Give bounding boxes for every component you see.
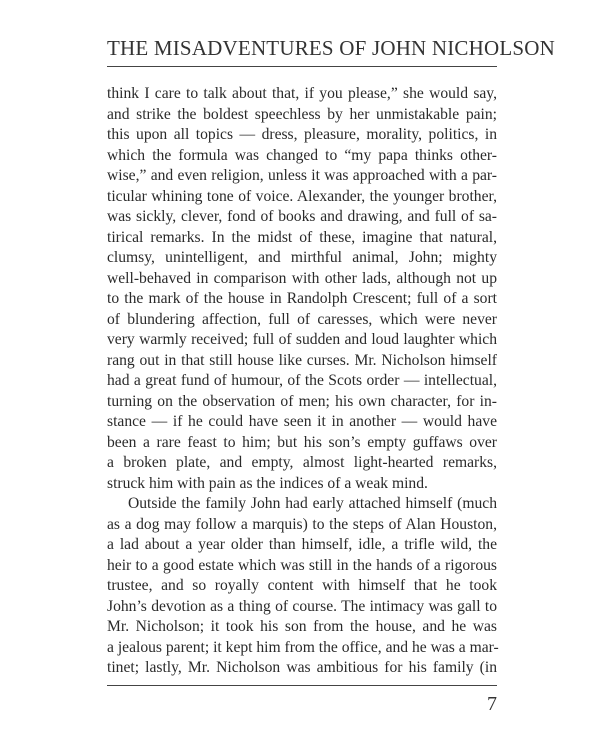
text-line: a lad about a year older than himself, idle, a trifle wild, the	[107, 536, 497, 553]
text-line: a jealous parent; it kept him from the office, and he was a mar-	[107, 638, 499, 656]
text-line: a broken plate, and empty, almost light-hearted remarks,	[107, 454, 497, 471]
text-line: stance — if he could have seen it in another — would have	[107, 413, 497, 430]
text-line: Outside the family John had early attached himself (much	[128, 495, 497, 512]
text-line: as a dog may follow a marquis) to the steps of Alan Houston,	[107, 515, 497, 533]
text-line: which the formula was changed to “my papa thinks other-	[107, 146, 497, 164]
text-line: and strike the boldest speechless by her unmistakable pain;	[107, 105, 497, 123]
text-line: very warmly received; full of sudden and loud laughter which	[107, 331, 497, 348]
text-line: clumsy, unintelligent, and mirthful animal, John; mighty	[107, 249, 497, 266]
footer-rule	[107, 685, 497, 686]
text-line: tinet; lastly, Mr. Nicholson was ambitious for his family (in	[107, 659, 497, 676]
text-line: turning on the observation of men; his own character, for in-	[107, 392, 497, 410]
text-line: trustee, and so royally content with himself that he took	[107, 577, 497, 594]
text-line: been a rare feast to him; but his son’s empty guffaws over	[107, 433, 497, 451]
body-text	[107, 84, 497, 679]
text-line: wise,” and even religion, unless it was approached with a par-	[107, 167, 497, 184]
text-line: of blundering affection, full of caresses, which were never	[107, 310, 497, 328]
text-line: think I care to talk about that, if you please,” she would say,	[107, 85, 497, 102]
text-line: struck him with pain as the indices of a weak mind.	[107, 474, 428, 492]
text-line: this upon all topics — dress, pleasure, morality, politics, in	[107, 126, 497, 143]
text-line: John’s devotion as a thing of course. The intimacy was gall to	[107, 597, 497, 615]
text-line: ticular whining tone of voice. Alexander, the younger brother,	[107, 187, 497, 205]
page-number: 7	[487, 693, 497, 715]
header-rule	[107, 66, 497, 67]
text-line: heir to a good estate which was still in the hands of a rigorous	[107, 556, 497, 574]
text-line: to the mark of the house in Randolph Crescent; full of a sort	[107, 290, 497, 307]
text-line: well-behaved in comparison with other lads, although not up	[107, 269, 497, 287]
text-line: rang out in that still house like curses. Mr. Nicholson himself	[107, 351, 497, 369]
text-line: Mr. Nicholson; it took his son from the house, and he was	[107, 618, 497, 635]
text-line: tirical remarks. In the midst of these, imagine that natural,	[107, 228, 497, 246]
text-line: had a great fund of humour, of the Scots order — intellectual,	[107, 372, 497, 389]
text-line: was sickly, clever, fond of books and drawing, and full of sa-	[107, 208, 497, 225]
running-head: THE MISADVENTURES OF JOHN NICHOLSON	[107, 36, 556, 60]
